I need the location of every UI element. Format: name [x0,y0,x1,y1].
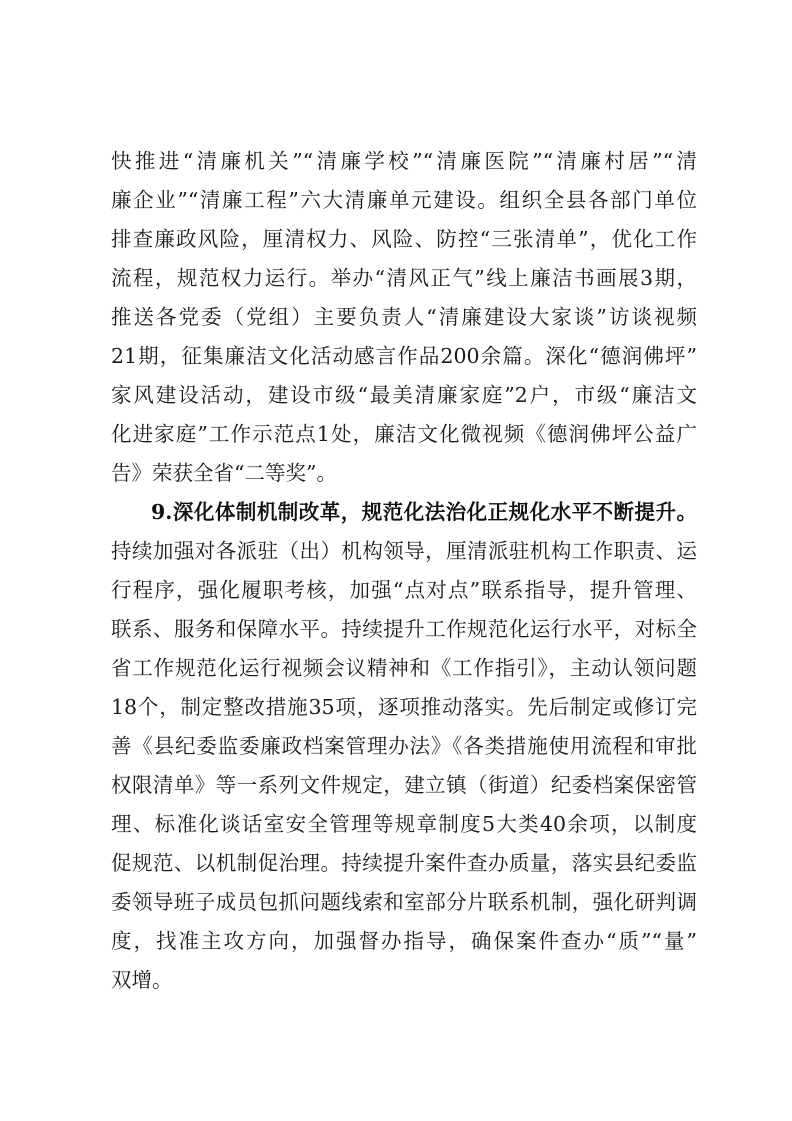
text-line: 化进家庭”工作示范点1处，廉洁文化微视频《德润佛坪公益广 [111,422,697,446]
text-line: 联系、服务和保障水平。持续提升工作规范化运行水平，对标全 [111,617,697,641]
text-line: 省工作规范化运行视频会议精神和《工作指引》，主动认领问题 [111,656,697,680]
text-line: 推送各党委（党组）主要负责人“清廉建设大家谈”访谈视频 [111,305,697,329]
text-line: 持续加强对各派驻（出）机构领导，厘清派驻机构工作职责、运 [111,539,697,563]
text-line: 促规范、以机制促治理。持续提升案件查办质量，落实县纪委监 [111,851,697,875]
text-line: 家风建设活动，建设市级“最美清廉家庭”2户，市级“廉洁文 [111,383,697,407]
text-line: 善《县纪委监委廉政档案管理办法》《各类措施使用流程和审批 [111,734,697,758]
text-line: 廉企业”“清廉工程”六大清廉单元建设。组织全县各部门单位 [111,188,697,212]
document-body [111,142,697,1000]
text-line: 行程序，强化履职考核，加强“点对点”联系指导，提升管理、 [111,578,697,602]
text-line: 流程，规范权力运行。举办“清风正气”线上廉洁书画展3期， [111,266,697,290]
text-line: 权限清单》等一系列文件规定，建立镇（街道）纪委档案保密管 [111,773,697,797]
text-line: 度，找准主攻方向，加强督办指导，确保案件查办“质”“量” [111,929,697,953]
text-line: 理、标准化谈话室安全管理等规章制度5大类40余项，以制度 [111,812,697,836]
section-heading: 9.深化体制机制改革，规范化法治化正规化水平不断提升。 [151,500,697,524]
text-line: 双增。 [111,968,173,992]
text-line: 排查廉政风险，厘清权力、风险、防控“三张清单”，优化工作 [111,227,697,251]
text-line: 快推进“清廉机关”“清廉学校”“清廉医院”“清廉村居”“清 [111,149,697,173]
text-line: 21期，征集廉洁文化活动感言作品200余篇。深化“德润佛坪” [111,344,697,368]
text-line: 告》荣获全省“二等奖”。 [111,461,337,485]
text-line: 18个，制定整改措施35项，逐项推动落实。先后制定或修订完 [111,695,697,719]
text-line: 委领导班子成员包抓问题线索和室部分片联系机制，强化研判调 [111,890,697,914]
